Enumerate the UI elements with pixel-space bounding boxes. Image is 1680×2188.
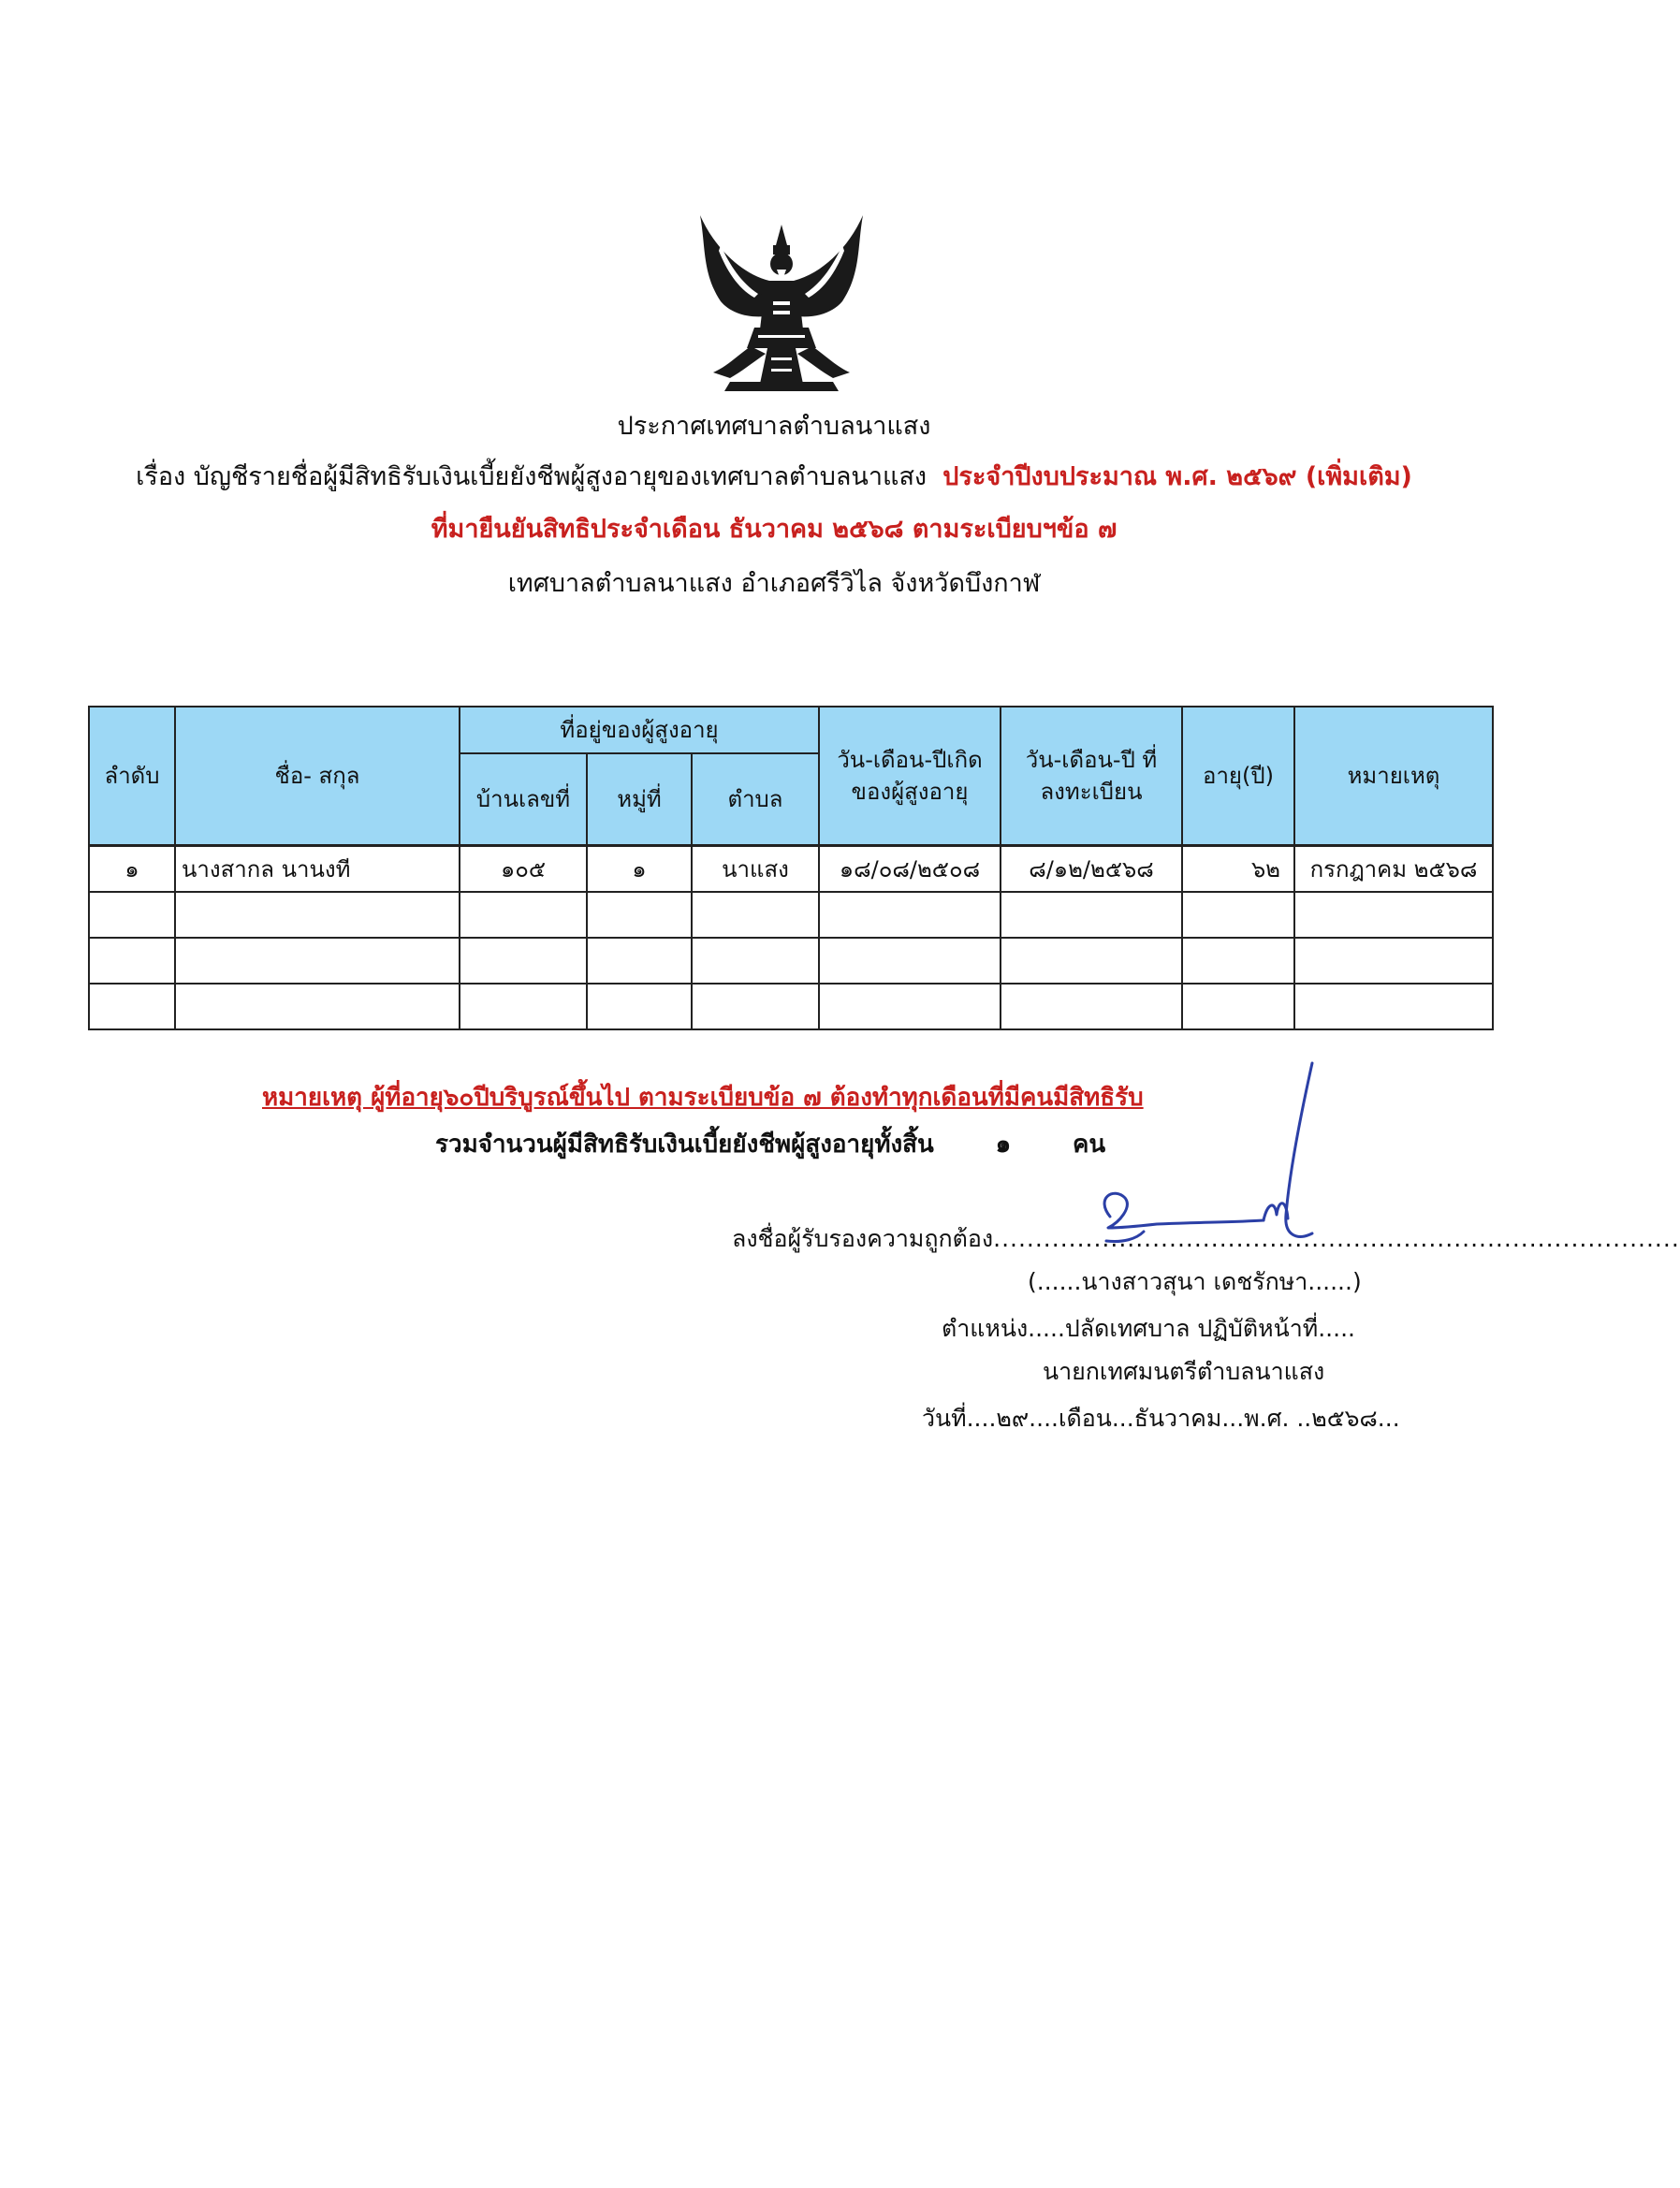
registered-header-line1: วัน-เดือน-ปี ที่: [1025, 747, 1158, 773]
recipients-table: [88, 706, 1494, 1030]
table-row-empty: [89, 892, 1493, 938]
col-header-moo: หมู่ที่: [587, 753, 692, 846]
cell-no: ๑: [89, 846, 175, 893]
table-row-empty: [89, 938, 1493, 984]
col-header-no: ลำดับ: [89, 707, 175, 846]
cell-age: ๖๒: [1182, 846, 1294, 893]
birth-header-line2: ของผู้สูงอายุ: [851, 779, 969, 805]
signature-dots: ..................................................................................: [993, 1225, 1680, 1252]
col-header-address: ที่อยู่ของผู้สูงอายุ: [460, 707, 819, 753]
col-header-birth: [819, 707, 1001, 846]
col-header-house-no: บ้านเลขที่: [460, 753, 587, 846]
fiscal-year-text: ประจำปีงบประมาณ พ.ศ. ๒๕๖๙ (เพิ่มเติม): [942, 462, 1412, 491]
cell-birth: ๑๘/๐๘/๒๕๐๘: [819, 846, 1001, 893]
garuda-emblem-icon: [693, 208, 870, 393]
announcement-subject: [0, 459, 1548, 496]
signature-line: [732, 1220, 1680, 1258]
signature-date: วันที่....๒๙....เดือน...ธันวาคม...พ.ศ. ..๒๕๖๘...: [922, 1405, 1400, 1432]
cell-house-no: ๑๐๕: [460, 846, 587, 893]
cell-moo: ๑: [587, 846, 692, 893]
total-recipients: [435, 1125, 1105, 1163]
col-header-remark: หมายเหตุ: [1294, 707, 1493, 846]
municipality-address: เทศบาลตำบลนาแสง อำเภอศรีวิไล จังหวัดบึงกาฬ: [507, 569, 1041, 598]
total-label: รวมจำนวนผู้มีสิทธิรับเงินเบี้ยยังชีพผู้สูงอายุทั้งสิ้น: [435, 1130, 934, 1159]
table-row-empty: [89, 984, 1493, 1029]
signer-name: (......นางสาวสุนา เดชรักษา......): [1028, 1268, 1362, 1295]
table-row: [89, 846, 1493, 893]
cell-remark: กรกฎาคม ๒๕๖๘: [1294, 846, 1493, 893]
cell-registered: ๘/๑๒/๒๕๖๘: [1001, 846, 1182, 893]
total-unit: คน: [1072, 1130, 1106, 1159]
col-header-name: ชื่อ- สกุล: [175, 707, 460, 846]
birth-header-line1: วัน-เดือน-ปีเกิด: [837, 747, 983, 773]
announcement-title: ประกาศเทศบาลตำบลนาแสง: [617, 412, 931, 441]
remark-note: หมายเหตุ ผู้ที่อายุ๖๐ปีบริบูรณ์ขึ้นไป ตามระเบียบข้อ ๗ ต้องทำทุกเดือนที่มีคนมีสิทธิรับ: [262, 1084, 1144, 1112]
signer-position: ตำแหน่ง.....ปลัดเทศบาล ปฏิบัติหน้าที่.....: [942, 1315, 1355, 1342]
col-header-registered: [1001, 707, 1182, 846]
cell-tambon: นาแสง: [692, 846, 819, 893]
cell-name: นางสากล นานงที: [175, 846, 460, 893]
registered-header-line2: ลงทะเบียน: [1040, 779, 1143, 805]
subject-text: เรื่อง บัญชีรายชื่อผู้มีสิทธิรับเงินเบี้ยยังชีพผู้สูงอายุของเทศบาลตำบลนาแสง: [136, 462, 928, 491]
signature-label: ลงชื่อผู้รับรองความถูกต้อง: [732, 1225, 994, 1252]
confirmation-month: ที่มายืนยันสิทธิประจำเดือน ธันวาคม ๒๕๖๘ ตามระเบียบฯข้อ ๗: [431, 515, 1118, 544]
total-count: ๑: [995, 1130, 1012, 1159]
col-header-tambon: ตำบล: [692, 753, 819, 846]
signer-position-line2: นายกเทศมนตรีตำบลนาแสง: [1043, 1358, 1325, 1385]
col-header-age: อายุ(ปี): [1182, 707, 1294, 846]
